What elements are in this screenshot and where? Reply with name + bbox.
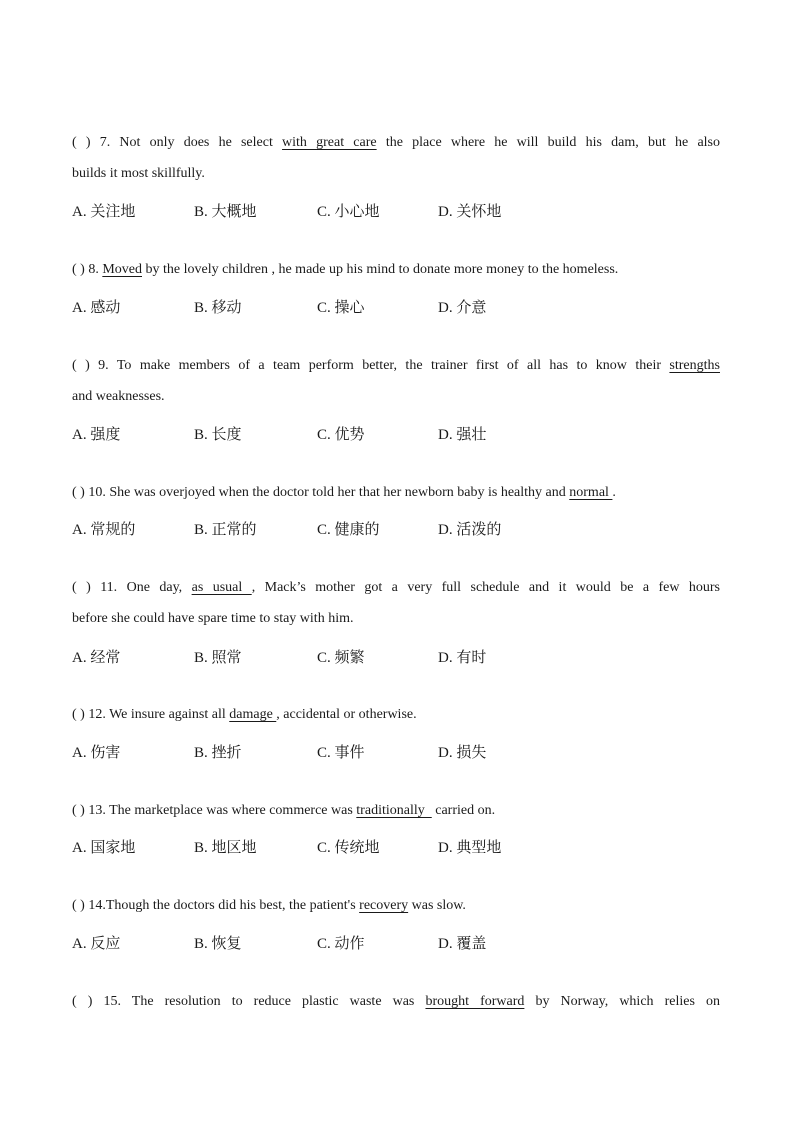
question-15 bbox=[72, 986, 720, 1017]
option-c: C. 健康的 bbox=[317, 520, 380, 538]
option-d: D. 介意 bbox=[438, 298, 487, 316]
answer-blank: ( ) bbox=[72, 803, 85, 818]
question-stem: ( ) 8. Moved by the lovely children , he made up his mind to donate more money to the homeless. bbox=[72, 262, 619, 277]
question-7 bbox=[72, 127, 720, 189]
underlined-phrase: as usual bbox=[191, 580, 252, 595]
underlined-phrase: normal bbox=[569, 485, 613, 500]
question-stem: ( ) 9. To make members of a team perform better, the trainer first of all has to know their strengths bbox=[72, 358, 720, 373]
option-b: B. 挫折 bbox=[194, 743, 242, 761]
option-b: B. 照常 bbox=[194, 648, 242, 666]
question-10 bbox=[72, 477, 720, 508]
underlined-phrase: Moved bbox=[102, 262, 142, 277]
option-d: D. 关怀地 bbox=[438, 202, 502, 220]
option-c: C. 小心地 bbox=[317, 202, 380, 220]
question-stem: ( ) 15. The resolution to reduce plastic waste was brought forward by Norway, which relies on bbox=[72, 994, 720, 1009]
underlined-phrase: with great care bbox=[282, 135, 377, 150]
option-c: C. 操心 bbox=[317, 298, 365, 316]
option-d: D. 损失 bbox=[438, 743, 487, 761]
underlined-phrase: damage bbox=[229, 707, 277, 722]
answer-blank: ( ) bbox=[72, 135, 91, 150]
question-9 bbox=[72, 350, 720, 412]
question-8 bbox=[72, 254, 720, 285]
question-stem-line-2: before she could have spare time to stay with him. bbox=[72, 611, 354, 626]
option-a: A. 伤害 bbox=[72, 743, 121, 761]
answer-blank: ( ) bbox=[72, 898, 85, 913]
option-d: D. 典型地 bbox=[438, 838, 502, 856]
question-stem: ( ) 11. One day, as usual , Mack’s mother got a very full schedule and it would be a few hours bbox=[72, 580, 721, 595]
option-c: C. 优势 bbox=[317, 425, 365, 443]
option-c: C. 传统地 bbox=[317, 838, 380, 856]
underlined-phrase: recovery bbox=[359, 898, 409, 913]
question-12 bbox=[72, 699, 720, 730]
question-stem: ( ) 13. The marketplace was where commerce was traditionally carried on. bbox=[72, 803, 496, 818]
option-b: B. 移动 bbox=[194, 298, 242, 316]
option-a: A. 国家地 bbox=[72, 838, 136, 856]
question-stem: ( ) 7. Not only does he select with great care the place where he will build his dam, but he also bbox=[72, 135, 720, 150]
option-a: A. 反应 bbox=[72, 934, 121, 952]
question-11 bbox=[72, 572, 720, 634]
question-stem-line-2: and weaknesses. bbox=[72, 389, 165, 404]
answer-blank: ( ) bbox=[72, 580, 91, 595]
option-c: C. 动作 bbox=[317, 934, 365, 952]
option-d: D. 覆盖 bbox=[438, 934, 487, 952]
question-13 bbox=[72, 795, 720, 826]
underlined-phrase: strengths bbox=[669, 358, 720, 373]
underlined-phrase: traditionally bbox=[356, 803, 432, 818]
option-b: B. 大概地 bbox=[194, 202, 257, 220]
option-a: A. 关注地 bbox=[72, 202, 136, 220]
option-d: D. 有时 bbox=[438, 648, 487, 666]
question-stem: ( ) 10. She was overjoyed when the doctor told her that her newborn baby is healthy and normal . bbox=[72, 485, 616, 500]
question-stem: ( ) 14.Though the doctors did his best, the patient's recovery was slow. bbox=[72, 898, 466, 913]
answer-blank: ( ) bbox=[72, 994, 93, 1009]
answer-blank: ( ) bbox=[72, 707, 85, 722]
option-c: C. 频繁 bbox=[317, 648, 365, 666]
option-d: D. 活泼的 bbox=[438, 520, 502, 538]
underlined-phrase: brought forward bbox=[425, 994, 525, 1009]
option-c: C. 事件 bbox=[317, 743, 365, 761]
answer-blank: ( ) bbox=[72, 485, 85, 500]
question-stem-line-2: builds it most skillfully. bbox=[72, 166, 205, 181]
answer-blank: ( ) bbox=[72, 358, 90, 373]
option-d: D. 强壮 bbox=[438, 425, 487, 443]
option-a: A. 常规的 bbox=[72, 520, 136, 538]
question-stem: ( ) 12. We insure against all damage , accidental or otherwise. bbox=[72, 707, 417, 722]
option-a: A. 强度 bbox=[72, 425, 121, 443]
answer-blank: ( ) bbox=[72, 262, 85, 277]
option-a: A. 经常 bbox=[72, 648, 121, 666]
question-14 bbox=[72, 890, 720, 921]
option-b: B. 地区地 bbox=[194, 838, 257, 856]
option-a: A. 感动 bbox=[72, 298, 121, 316]
option-b: B. 正常的 bbox=[194, 520, 257, 538]
option-b: B. 长度 bbox=[194, 425, 242, 443]
option-b: B. 恢复 bbox=[194, 934, 242, 952]
